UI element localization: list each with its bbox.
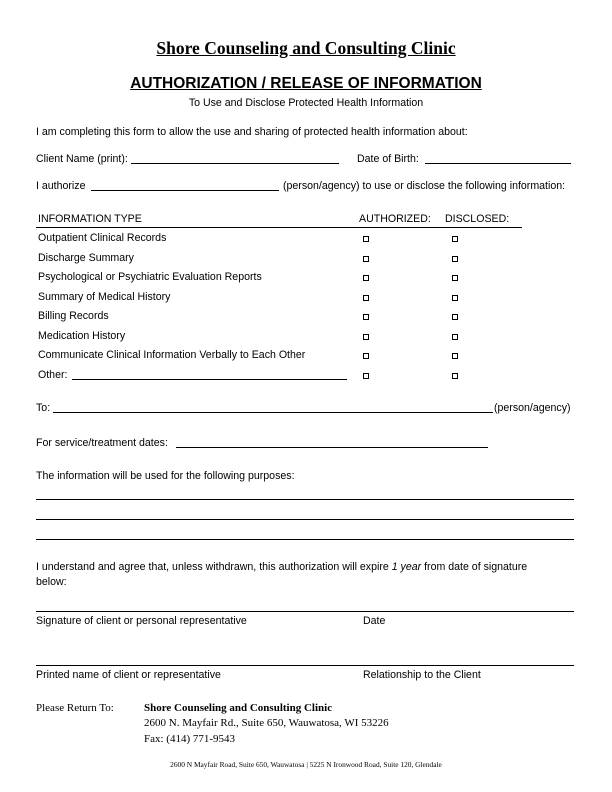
disclosed-checkbox-billing[interactable]	[452, 314, 458, 320]
footer-addresses: 2600 N Mayfair Road, Suite 650, Wauwatosa | 5225 N Ironwood Road, Suite 120, Glendale	[170, 760, 442, 769]
signature-line[interactable]	[36, 611, 574, 612]
info-row-outpatient: Outpatient Clinical Records	[38, 232, 167, 244]
agreement-part3: below:	[36, 576, 67, 588]
service-dates-label: For service/treatment dates:	[36, 437, 168, 449]
info-row-medication: Medication History	[38, 330, 126, 342]
return-clinic-name: Shore Counseling and Consulting Clinic	[144, 702, 333, 714]
form-title: AUTHORIZATION / RELEASE OF INFORMATION	[130, 75, 482, 92]
signature-label: Signature of client or personal representative	[36, 615, 247, 627]
return-label: Please Return To:	[36, 702, 114, 714]
disclosed-checkbox-evaluation[interactable]	[452, 275, 458, 281]
authorize-person-field[interactable]	[91, 190, 279, 191]
authorize-prefix: I authorize	[36, 180, 86, 192]
client-name-field[interactable]	[131, 163, 339, 164]
authorized-checkbox-discharge[interactable]	[363, 256, 369, 262]
info-row-evaluation: Psychological or Psychiatric Evaluation Reports	[38, 271, 262, 283]
signature-date-label: Date	[363, 615, 386, 627]
relationship-label: Relationship to the Client	[363, 669, 481, 681]
authorized-checkbox-outpatient[interactable]	[363, 236, 369, 242]
info-row-discharge: Discharge Summary	[38, 252, 134, 264]
disclosed-checkbox-outpatient[interactable]	[452, 236, 458, 242]
authorized-checkbox-evaluation[interactable]	[363, 275, 369, 281]
service-dates-field[interactable]	[176, 447, 488, 448]
client-name-label: Client Name (print):	[36, 153, 128, 165]
to-field[interactable]	[53, 412, 493, 413]
agreement-part2: from date of signature	[424, 561, 528, 573]
return-address: 2600 N. Mayfair Rd., Suite 650, Wauwatosa, WI 53226	[144, 717, 389, 729]
info-row-billing: Billing Records	[38, 310, 109, 322]
disclosed-checkbox-medication[interactable]	[452, 334, 458, 340]
authorized-checkbox-other[interactable]	[363, 373, 369, 379]
disclosed-checkbox-discharge[interactable]	[452, 256, 458, 262]
info-type-header: INFORMATION TYPE	[38, 213, 142, 225]
dob-label: Date of Birth:	[357, 153, 419, 165]
table-header-rule	[36, 227, 522, 228]
purpose-line-2[interactable]	[36, 519, 574, 520]
disclosed-header: DISCLOSED:	[445, 213, 510, 225]
disclosed-checkbox-verbal[interactable]	[452, 353, 458, 359]
printed-name-line[interactable]	[36, 665, 574, 666]
info-row-verbal: Communicate Clinical Information Verbally to Each Other	[38, 349, 306, 361]
form-subtitle: To Use and Disclose Protected Health Information	[188, 97, 424, 109]
dob-field[interactable]	[425, 163, 571, 164]
purpose-line-3[interactable]	[36, 539, 574, 540]
to-suffix: (person/agency)	[494, 402, 571, 414]
info-row-medical-history: Summary of Medical History	[38, 291, 171, 303]
disclosed-checkbox-other[interactable]	[452, 373, 458, 379]
agreement-text	[36, 561, 527, 573]
authorized-checkbox-billing[interactable]	[363, 314, 369, 320]
info-row-other: Other:	[38, 369, 68, 381]
authorized-checkbox-verbal[interactable]	[363, 353, 369, 359]
intro-text: I am completing this form to allow the use and sharing of protected health information about:	[36, 126, 468, 138]
printed-name-label: Printed name of client or representative	[36, 669, 221, 681]
authorized-checkbox-medical-history[interactable]	[363, 295, 369, 301]
agreement-part1: I understand and agree that, unless withdrawn, this authorization will expire	[36, 561, 389, 573]
purpose-line-1[interactable]	[36, 499, 574, 500]
authorized-checkbox-medication[interactable]	[363, 334, 369, 340]
to-label: To:	[36, 402, 51, 414]
agreement-emphasis: 1 year	[391, 561, 422, 573]
clinic-title: Shore Counseling and Consulting Clinic	[156, 38, 456, 58]
authorize-suffix: (person/agency) to use or disclose the following information:	[283, 180, 566, 192]
purposes-label: The information will be used for the following purposes:	[36, 470, 295, 482]
disclosed-checkbox-medical-history[interactable]	[452, 295, 458, 301]
return-fax: Fax: (414) 771-9543	[144, 733, 236, 745]
other-field[interactable]	[72, 379, 347, 380]
authorized-header: AUTHORIZED:	[359, 213, 431, 225]
